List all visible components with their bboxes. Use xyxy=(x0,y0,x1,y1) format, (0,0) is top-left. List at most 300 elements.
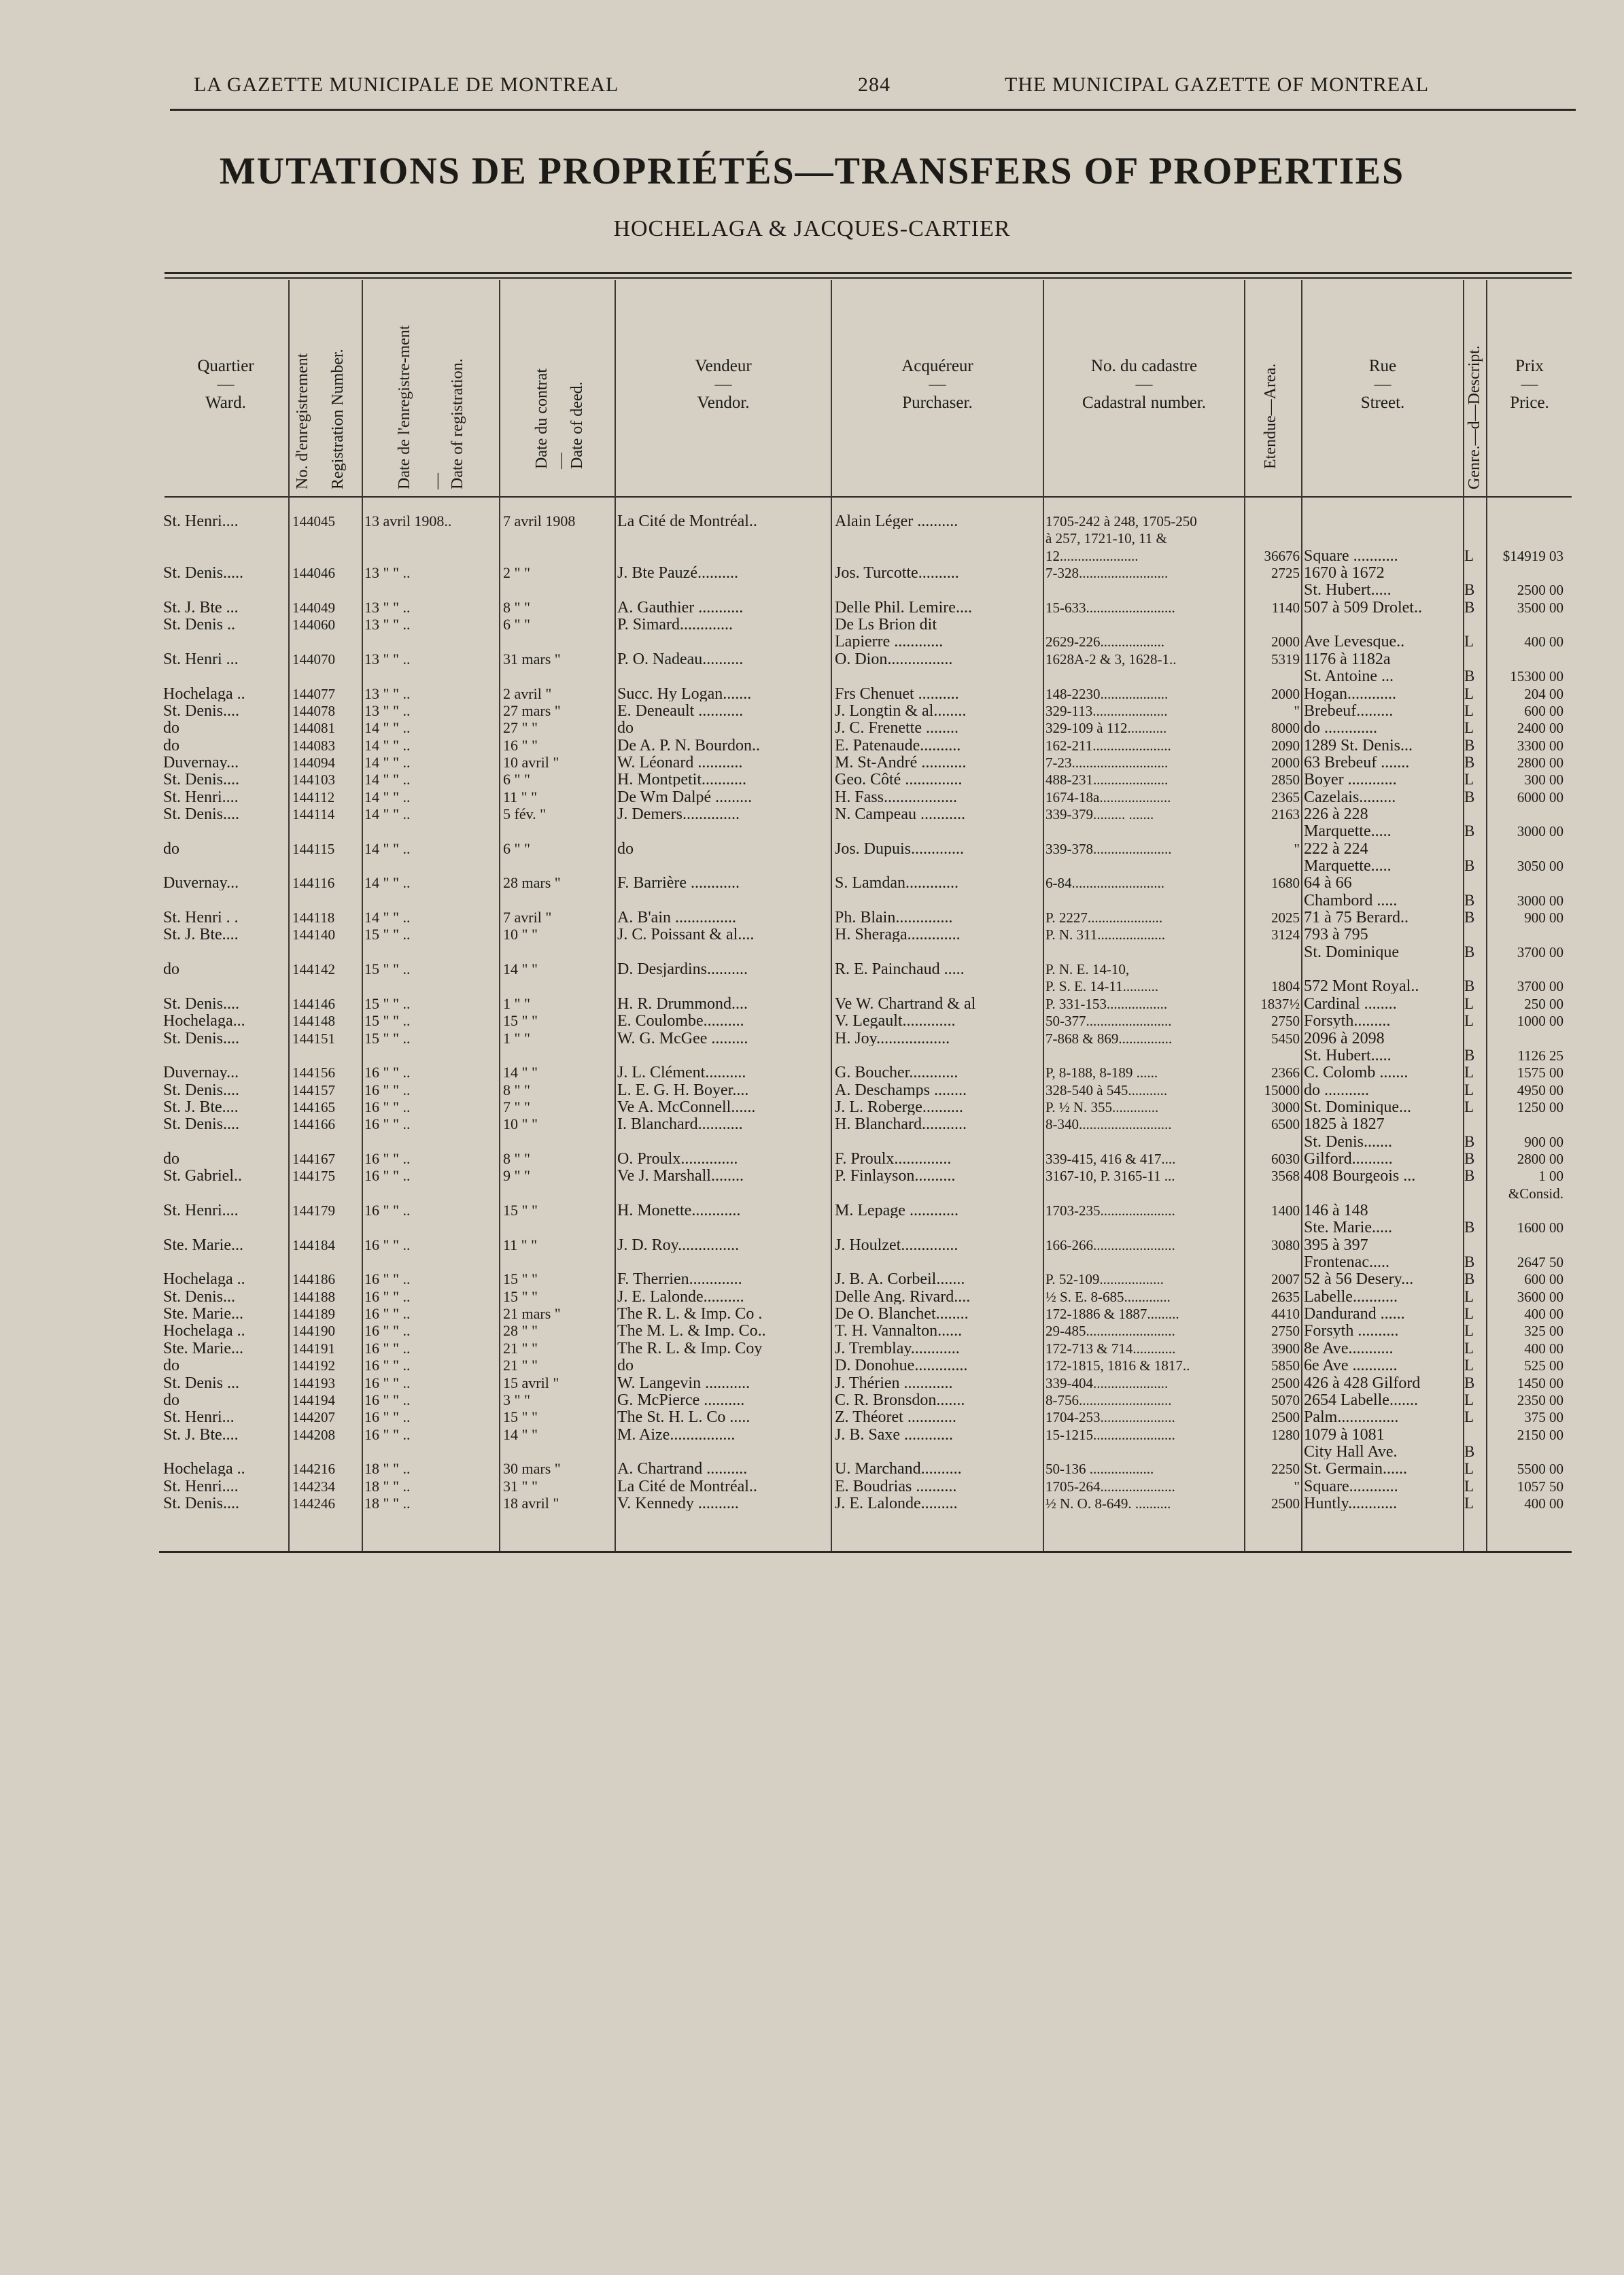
cell-dd: 14 " " xyxy=(503,1427,538,1442)
cell-reg: 144146 xyxy=(292,996,335,1011)
cell-desc: L xyxy=(1464,1065,1474,1080)
cell-desc: L xyxy=(1464,687,1474,701)
cell-purchaser: Frs Chenuet .......... xyxy=(835,687,959,701)
cell-vendor: L. E. G. H. Boyer.... xyxy=(617,1083,749,1098)
cell-price: 375 00 xyxy=(1524,1410,1563,1425)
cell-price: 3000 00 xyxy=(1517,893,1563,908)
cell-area: 3900 xyxy=(1271,1341,1300,1356)
cell-cadastre: P. S. E. 14-11.......... xyxy=(1046,979,1159,994)
cell-ward: Duvernay... xyxy=(163,875,239,890)
cell-street: Frontenac..... xyxy=(1304,1255,1389,1270)
cell-reg: 144175 xyxy=(292,1168,335,1183)
cell-rd: 13 " " .. xyxy=(364,566,411,580)
cell-dd: 8 " " xyxy=(503,600,530,615)
cell-area: 2635 xyxy=(1271,1289,1300,1304)
cell-street: St. Dominique xyxy=(1304,945,1400,960)
cell-street: 1289 St. Denis... xyxy=(1304,738,1413,753)
cell-desc: L xyxy=(1464,772,1474,787)
cell-purchaser: Ph. Blain.............. xyxy=(835,910,953,925)
cell-rd: 16 " " .. xyxy=(364,1117,411,1132)
cell-cadastre: 15-633......................... xyxy=(1046,600,1175,615)
cell-ward: do xyxy=(163,841,179,856)
cell-area: 2725 xyxy=(1271,566,1300,580)
cell-cadastre: 1674-18a.................... xyxy=(1046,790,1171,805)
cell-price: 1250 00 xyxy=(1517,1100,1563,1115)
cell-cadastre: 1628A-2 & 3, 1628-1.. xyxy=(1046,652,1177,667)
table-bottom-rule xyxy=(159,1551,1572,1553)
header-rule xyxy=(170,109,1576,111)
cell-street: 64 à 66 xyxy=(1304,875,1352,890)
cell-purchaser: Delle Ang. Rivard.... xyxy=(835,1289,971,1304)
col-head-purchaser: Acquéreur — Purchaser. xyxy=(901,357,973,412)
cell-desc: L xyxy=(1464,1083,1474,1098)
cell-reg: 144094 xyxy=(292,755,335,770)
cell-desc: B xyxy=(1464,910,1475,925)
cell-area: 8000 xyxy=(1271,720,1300,735)
cell-vendor: The R. L. & Imp. Co . xyxy=(617,1306,763,1321)
cell-ward: St. Denis.... xyxy=(163,1117,240,1132)
cell-purchaser: A. Deschamps ........ xyxy=(835,1083,967,1098)
col-head-reg-date-en: Date of registration. xyxy=(449,358,466,489)
cell-desc: L xyxy=(1464,1100,1474,1115)
cell-street: Boyer ............ xyxy=(1304,772,1397,787)
cell-reg: 144191 xyxy=(292,1341,335,1356)
cell-area: 2000 xyxy=(1271,634,1300,649)
cell-purchaser: J. Houlzet.............. xyxy=(835,1238,958,1253)
cell-street: 222 à 224 xyxy=(1304,841,1368,856)
cell-reg: 144208 xyxy=(292,1427,335,1442)
cell-price: 5500 00 xyxy=(1517,1461,1563,1476)
cell-desc: L xyxy=(1464,996,1474,1011)
col-sep xyxy=(362,280,363,1551)
cell-purchaser: Z. Théoret ............ xyxy=(835,1410,956,1425)
cell-area: " xyxy=(1294,1479,1300,1494)
cell-street: Chambord ..... xyxy=(1304,893,1398,908)
cell-price: 3500 00 xyxy=(1517,600,1563,615)
cell-area: 2090 xyxy=(1271,738,1300,753)
cell-reg: 144167 xyxy=(292,1151,335,1166)
cell-ward: St. Henri . . xyxy=(163,910,239,925)
cell-ward: St. Denis .. xyxy=(163,617,236,632)
cell-price: 15300 00 xyxy=(1510,669,1563,684)
cell-street: 395 à 397 xyxy=(1304,1238,1368,1253)
cell-vendor: J. Bte Pauzé.......... xyxy=(617,566,738,580)
cell-purchaser: Ve W. Chartrand & al xyxy=(835,996,976,1011)
cell-cadastre: 29-485......................... xyxy=(1046,1323,1175,1338)
cell-cadastre: 50-377........................ xyxy=(1046,1013,1172,1028)
cell-cadastre: 148-2230................... xyxy=(1046,687,1169,701)
cell-vendor: W. Léonard ........... xyxy=(617,755,743,770)
cell-ward: St. Henri.... xyxy=(163,790,239,805)
cell-dd: 7 avril 1908 xyxy=(503,514,576,529)
cell-area: 2163 xyxy=(1271,807,1300,822)
cell-street: City Hall Ave. xyxy=(1304,1444,1398,1459)
page-subtitle: HOCHELAGA & JACQUES-CARTIER xyxy=(613,216,1011,241)
cell-reg: 144157 xyxy=(292,1083,335,1098)
cell-ward: Hochelaga .. xyxy=(163,1461,245,1476)
cell-desc: L xyxy=(1464,1341,1474,1356)
cell-reg: 144179 xyxy=(292,1203,335,1218)
cell-street: St. Antoine ... xyxy=(1304,669,1394,684)
cell-rd: 16 " " .. xyxy=(364,1238,411,1253)
cell-street: C. Colomb ....... xyxy=(1304,1065,1409,1080)
col-head-deed-date-en: Date of deed. xyxy=(568,381,586,469)
cell-cadastre: 8-756.......................... xyxy=(1046,1393,1172,1408)
cell-reg: 144188 xyxy=(292,1289,335,1304)
col-sep xyxy=(831,280,832,1551)
cell-reg: 144060 xyxy=(292,617,335,632)
cell-vendor: I. Blanchard........... xyxy=(617,1117,743,1132)
cell-dd: 11 " " xyxy=(503,1238,538,1253)
cell-dd: 27 mars " xyxy=(503,704,561,718)
cell-rd: 16 " " .. xyxy=(364,1289,411,1304)
cell-ward: Hochelaga .. xyxy=(163,1272,245,1287)
cell-rd: 16 " " .. xyxy=(364,1427,411,1442)
cell-street: 8e Ave........... xyxy=(1304,1341,1394,1356)
cell-desc: L xyxy=(1464,1410,1474,1425)
cell-purchaser: R. E. Painchaud ..... xyxy=(835,962,965,977)
cell-street: Cazelais......... xyxy=(1304,790,1396,805)
cell-area: 5319 xyxy=(1271,652,1300,667)
cell-ward: St. Denis.... xyxy=(163,1031,240,1046)
cell-rd: 13 " " .. xyxy=(364,652,411,667)
cell-ward: St. J. Bte.... xyxy=(163,1100,239,1115)
cell-area: 3568 xyxy=(1271,1168,1300,1183)
cell-area: 1400 xyxy=(1271,1203,1300,1218)
cell-purchaser: Delle Phil. Lemire.... xyxy=(835,600,972,615)
cell-price: 2350 00 xyxy=(1517,1393,1563,1408)
cell-rd: 13 " " .. xyxy=(364,687,411,701)
cell-price: 1126 25 xyxy=(1517,1048,1563,1063)
cell-rd: 16 " " .. xyxy=(364,1065,411,1080)
cell-price: 250 00 xyxy=(1524,996,1563,1011)
col-head-vendor: Vendeur — Vendor. xyxy=(695,357,752,412)
cell-ward: Ste. Marie... xyxy=(163,1238,243,1253)
cell-purchaser: Jos. Dupuis............. xyxy=(835,841,965,856)
cell-purchaser: Geo. Côté .............. xyxy=(835,772,963,787)
cell-price: 2500 00 xyxy=(1517,583,1563,597)
cell-street: Brebeuf......... xyxy=(1304,704,1394,718)
cell-purchaser: H. Joy.................. xyxy=(835,1031,950,1046)
cell-price: 900 00 xyxy=(1524,1134,1563,1149)
cell-cadastre: 488-231..................... xyxy=(1046,772,1169,787)
cell-rd: 15 " " .. xyxy=(364,1013,411,1028)
cell-desc: L xyxy=(1464,1496,1474,1511)
cell-vendor: D. Desjardins.......... xyxy=(617,962,748,977)
cell-cadastre: P. N. 311................... xyxy=(1046,927,1165,942)
cell-ward: St. J. Bte.... xyxy=(163,927,239,942)
col-head-reg-date-fr: Date de l'enregistre-ment xyxy=(396,325,413,489)
cell-rd: 16 " " .. xyxy=(364,1323,411,1338)
cell-reg: 144081 xyxy=(292,720,335,735)
cell-rd: 14 " " .. xyxy=(364,772,411,787)
cell-vendor: A. Chartrand .......... xyxy=(617,1461,748,1476)
cell-reg: 144189 xyxy=(292,1306,335,1321)
cell-rd: 16 " " .. xyxy=(364,1151,411,1166)
cell-ward: St. Denis.... xyxy=(163,807,240,822)
cell-ward: St. J. Bte ... xyxy=(163,600,239,615)
cell-price: 2150 00 xyxy=(1517,1427,1563,1442)
cell-street: 2096 à 2098 xyxy=(1304,1031,1385,1046)
cell-street: St. Hubert..... xyxy=(1304,1048,1392,1063)
cell-dd: 2 avril " xyxy=(503,687,552,701)
cell-street: Square............ xyxy=(1304,1479,1398,1494)
cell-purchaser: J. E. Lalonde......... xyxy=(835,1496,958,1511)
col-head-cadastre: No. du cadastre — Cadastral number. xyxy=(1082,357,1206,412)
cell-price: 1575 00 xyxy=(1517,1065,1563,1080)
cell-vendor: W. Langevin ........... xyxy=(617,1376,750,1391)
cell-vendor: H. R. Drummond.... xyxy=(617,996,748,1011)
cell-area: 2850 xyxy=(1271,772,1300,787)
cell-purchaser: J. Tremblay............ xyxy=(835,1341,960,1356)
cell-reg: 144184 xyxy=(292,1238,335,1253)
cell-rd: 14 " " .. xyxy=(364,875,411,890)
cell-street: Ste. Marie..... xyxy=(1304,1220,1392,1235)
cell-ward: St. Denis.... xyxy=(163,1496,240,1511)
cell-price: 3000 00 xyxy=(1517,824,1563,839)
cell-vendor: The St. H. L. Co ..... xyxy=(617,1410,750,1425)
cell-street: 71 à 75 Berard.. xyxy=(1304,910,1409,925)
cell-price: 600 00 xyxy=(1524,1272,1563,1287)
cell-price: &Consid. xyxy=(1508,1186,1563,1201)
cell-rd: 18 " " .. xyxy=(364,1461,411,1476)
cell-cadastre: P. N. E. 14-10, xyxy=(1046,962,1130,977)
cell-vendor: F. Therrien............. xyxy=(617,1272,742,1287)
cell-price: 6000 00 xyxy=(1517,790,1563,805)
cell-vendor: J. C. Poissant & al.... xyxy=(617,927,755,942)
cell-desc: L xyxy=(1464,1323,1474,1338)
cell-cadastre: 7-23........................... xyxy=(1046,755,1169,770)
cell-price: 1450 00 xyxy=(1517,1376,1563,1391)
cell-street: St. Denis....... xyxy=(1304,1134,1393,1149)
cell-dd: 6 " " xyxy=(503,772,530,787)
cell-ward: Duvernay... xyxy=(163,755,239,770)
cell-area: 3124 xyxy=(1271,927,1300,942)
cell-rd: 14 " " .. xyxy=(364,755,411,770)
cell-reg: 144046 xyxy=(292,566,335,580)
cell-ward: St. Denis.... xyxy=(163,996,240,1011)
cell-dd: 15 " " xyxy=(503,1410,538,1425)
cell-ward: do xyxy=(163,962,179,977)
cell-rd: 16 " " .. xyxy=(364,1376,411,1391)
cell-cadastre: 1703-235..................... xyxy=(1046,1203,1175,1218)
cell-area: 2500 xyxy=(1271,1410,1300,1425)
cell-cadastre: 162-211...................... xyxy=(1046,738,1171,753)
cell-desc: B xyxy=(1464,790,1475,805)
cell-cadastre: 172-1815, 1816 & 1817.. xyxy=(1046,1358,1190,1373)
cell-reg: 144083 xyxy=(292,738,335,753)
cell-cadastre: 1704-253..................... xyxy=(1046,1410,1175,1425)
cell-ward: St. Denis.... xyxy=(163,772,240,787)
cell-cadastre: P. 2227..................... xyxy=(1046,910,1163,925)
cell-area: 6500 xyxy=(1271,1117,1300,1132)
cell-cadastre: 166-266....................... xyxy=(1046,1238,1175,1253)
cell-price: 3300 00 xyxy=(1517,738,1563,753)
cell-rd: 16 " " .. xyxy=(364,1272,411,1287)
cell-price: 900 00 xyxy=(1524,910,1563,925)
cell-dd: 10 " " xyxy=(503,927,538,942)
cell-desc: L xyxy=(1464,1358,1474,1373)
cell-price: 4950 00 xyxy=(1517,1083,1563,1098)
cell-reg: 144151 xyxy=(292,1031,335,1046)
cell-dd: 9 " " xyxy=(503,1168,530,1183)
cell-area: " xyxy=(1294,841,1300,856)
cell-rd: 13 " " .. xyxy=(364,704,411,718)
cell-dd: 11 " " xyxy=(503,790,538,805)
cell-vendor: P. O. Nadeau.......... xyxy=(617,652,744,667)
cell-ward: St. J. Bte.... xyxy=(163,1427,239,1442)
cell-vendor: Ve A. McConnell...... xyxy=(617,1100,756,1115)
cell-cadastre: 339-415, 416 & 417.... xyxy=(1046,1151,1176,1166)
cell-street: 793 à 795 xyxy=(1304,927,1368,942)
cell-ward: do xyxy=(163,1358,179,1373)
cell-cadastre: 329-113..................... xyxy=(1046,704,1168,718)
cell-price: 3700 00 xyxy=(1517,979,1563,994)
cell-reg: 144116 xyxy=(292,875,335,890)
cell-reg: 144142 xyxy=(292,962,335,977)
cell-reg: 144112 xyxy=(292,790,335,805)
cell-desc: B xyxy=(1464,1220,1475,1235)
cell-vendor: E. Coulombe.......... xyxy=(617,1013,744,1028)
cell-dd: 14 " " xyxy=(503,962,538,977)
cell-area: 3080 xyxy=(1271,1238,1300,1253)
cell-vendor: E. Deneault ........... xyxy=(617,704,744,718)
cell-street: Forsyth .......... xyxy=(1304,1323,1399,1338)
cell-vendor: A. Gauthier ........... xyxy=(617,600,744,615)
cell-dd: 10 avril " xyxy=(503,755,559,770)
cell-cadastre: 339-378...................... xyxy=(1046,841,1172,856)
cell-ward: St. Henri ... xyxy=(163,652,239,667)
cell-desc: B xyxy=(1464,583,1475,597)
cell-street: Hogan............ xyxy=(1304,687,1396,701)
cell-purchaser: Jos. Turcotte.......... xyxy=(835,566,959,580)
cell-vendor: J. L. Clément.......... xyxy=(617,1065,746,1080)
cell-price: 1000 00 xyxy=(1517,1013,1563,1028)
cell-vendor: G. McPierce .......... xyxy=(617,1393,745,1408)
col-head-deed-date-fr: Date du contrat xyxy=(533,368,551,469)
cell-vendor: A. B'ain ............... xyxy=(617,910,736,925)
cell-price: 400 00 xyxy=(1524,634,1563,649)
col-head-ward: Quartier — Ward. xyxy=(197,357,254,412)
col-sep xyxy=(615,280,616,1551)
cell-dd: 7 avril " xyxy=(503,910,552,925)
cell-cadastre: 7-328......................... xyxy=(1046,566,1169,580)
cell-dd: 2 " " xyxy=(503,566,530,580)
cell-dd: 15 avril " xyxy=(503,1376,559,1391)
cell-price: 2800 00 xyxy=(1517,755,1563,770)
cell-dd: 1 " " xyxy=(503,996,530,1011)
cell-cadastre: 3167-10, P. 3165-11 ... xyxy=(1046,1168,1175,1183)
cell-purchaser: Lapierre ............ xyxy=(835,634,944,649)
cell-price: 300 00 xyxy=(1524,772,1563,787)
cell-ward: St. Gabriel.. xyxy=(163,1168,242,1183)
cell-ward: St. Denis..... xyxy=(163,566,244,580)
cell-purchaser: De O. Blanchet........ xyxy=(835,1306,969,1321)
cell-rd: 15 " " .. xyxy=(364,996,411,1011)
cell-dd: 3 " " xyxy=(503,1393,530,1408)
cell-price: 325 00 xyxy=(1524,1323,1563,1338)
cell-purchaser: U. Marchand.......... xyxy=(835,1461,962,1476)
cell-street: Palm............... xyxy=(1304,1410,1399,1425)
cell-purchaser: M. Lepage ............ xyxy=(835,1203,958,1218)
cell-ward: do xyxy=(163,1151,179,1166)
cell-dd: 6 " " xyxy=(503,617,530,632)
cell-rd: 13 avril 1908.. xyxy=(364,514,452,529)
page-number: 284 xyxy=(858,73,891,96)
cell-desc: L xyxy=(1464,1013,1474,1028)
cell-price: 400 00 xyxy=(1524,1306,1563,1321)
cell-desc: B xyxy=(1464,979,1475,994)
cell-vendor: De A. P. N. Bourdon.. xyxy=(617,738,761,753)
cell-vendor: do xyxy=(617,1358,634,1373)
cell-purchaser: T. H. Vannalton...... xyxy=(835,1323,963,1338)
cell-street: do ........... xyxy=(1304,1083,1369,1098)
cell-reg: 144156 xyxy=(292,1065,335,1080)
cell-vendor: Ve J. Marshall........ xyxy=(617,1168,744,1183)
cell-street: St. Hubert..... xyxy=(1304,583,1392,597)
col-sep xyxy=(499,280,500,1551)
cell-cadastre: 8-340.......................... xyxy=(1046,1117,1172,1132)
cell-dd: 14 " " xyxy=(503,1065,538,1080)
cell-street: 1825 à 1827 xyxy=(1304,1117,1385,1132)
cell-street: St. Germain...... xyxy=(1304,1461,1407,1476)
cell-rd: 16 " " .. xyxy=(364,1100,411,1115)
cell-street: Forsyth......... xyxy=(1304,1013,1391,1028)
cell-vendor: J. E. Lalonde.......... xyxy=(617,1289,744,1304)
cell-area: 1140 xyxy=(1271,600,1300,615)
cell-vendor: F. Barrière ............ xyxy=(617,875,740,890)
cell-cadastre: 15-1215....................... xyxy=(1046,1427,1175,1442)
cell-area: " xyxy=(1294,704,1300,718)
cell-ward: Hochelaga .. xyxy=(163,687,245,701)
cell-reg: 144148 xyxy=(292,1013,335,1028)
cell-street: 572 Mont Royal.. xyxy=(1304,979,1419,994)
cell-ward: do xyxy=(163,1393,179,1408)
cell-rd: 16 " " .. xyxy=(364,1341,411,1356)
cell-price: 1057 50 xyxy=(1517,1479,1563,1494)
cell-street: Square ........... xyxy=(1304,549,1398,563)
cell-dd: 21 " " xyxy=(503,1341,538,1356)
cell-desc: B xyxy=(1464,1444,1475,1459)
cell-cadastre: 172-713 & 714............ xyxy=(1046,1341,1176,1356)
cell-area: 3000 xyxy=(1271,1100,1300,1115)
cell-desc: B xyxy=(1464,1255,1475,1270)
cell-purchaser: J. C. Frenette ........ xyxy=(835,720,958,735)
cell-ward: St. Henri... xyxy=(163,1410,235,1425)
cell-dd: 10 " " xyxy=(503,1117,538,1132)
cell-ward: St. Denis... xyxy=(163,1289,236,1304)
cell-reg: 144070 xyxy=(292,652,335,667)
cell-desc: B xyxy=(1464,858,1475,873)
cell-street: 52 à 56 Desery... xyxy=(1304,1272,1414,1287)
cell-street: Labelle........... xyxy=(1304,1289,1398,1304)
cell-purchaser: H. Blanchard........... xyxy=(835,1117,967,1132)
cell-vendor: H. Montpetit........... xyxy=(617,772,746,787)
cell-cadastre: 7-868 & 869............... xyxy=(1046,1031,1173,1046)
cell-desc: B xyxy=(1464,755,1475,770)
cell-area: 36676 xyxy=(1264,549,1300,563)
cell-reg: 144194 xyxy=(292,1393,335,1408)
cell-street: Cardinal ........ xyxy=(1304,996,1397,1011)
col-sep xyxy=(288,280,290,1551)
cell-reg: 144207 xyxy=(292,1410,335,1425)
cell-ward: Duvernay... xyxy=(163,1065,239,1080)
cell-street: 507 à 509 Drolet.. xyxy=(1304,600,1422,615)
cell-area: 1680 xyxy=(1271,875,1300,890)
cell-desc: B xyxy=(1464,669,1475,684)
cell-dd: 27 " " xyxy=(503,720,538,735)
col-head-deed-date-dash: — xyxy=(552,453,570,469)
